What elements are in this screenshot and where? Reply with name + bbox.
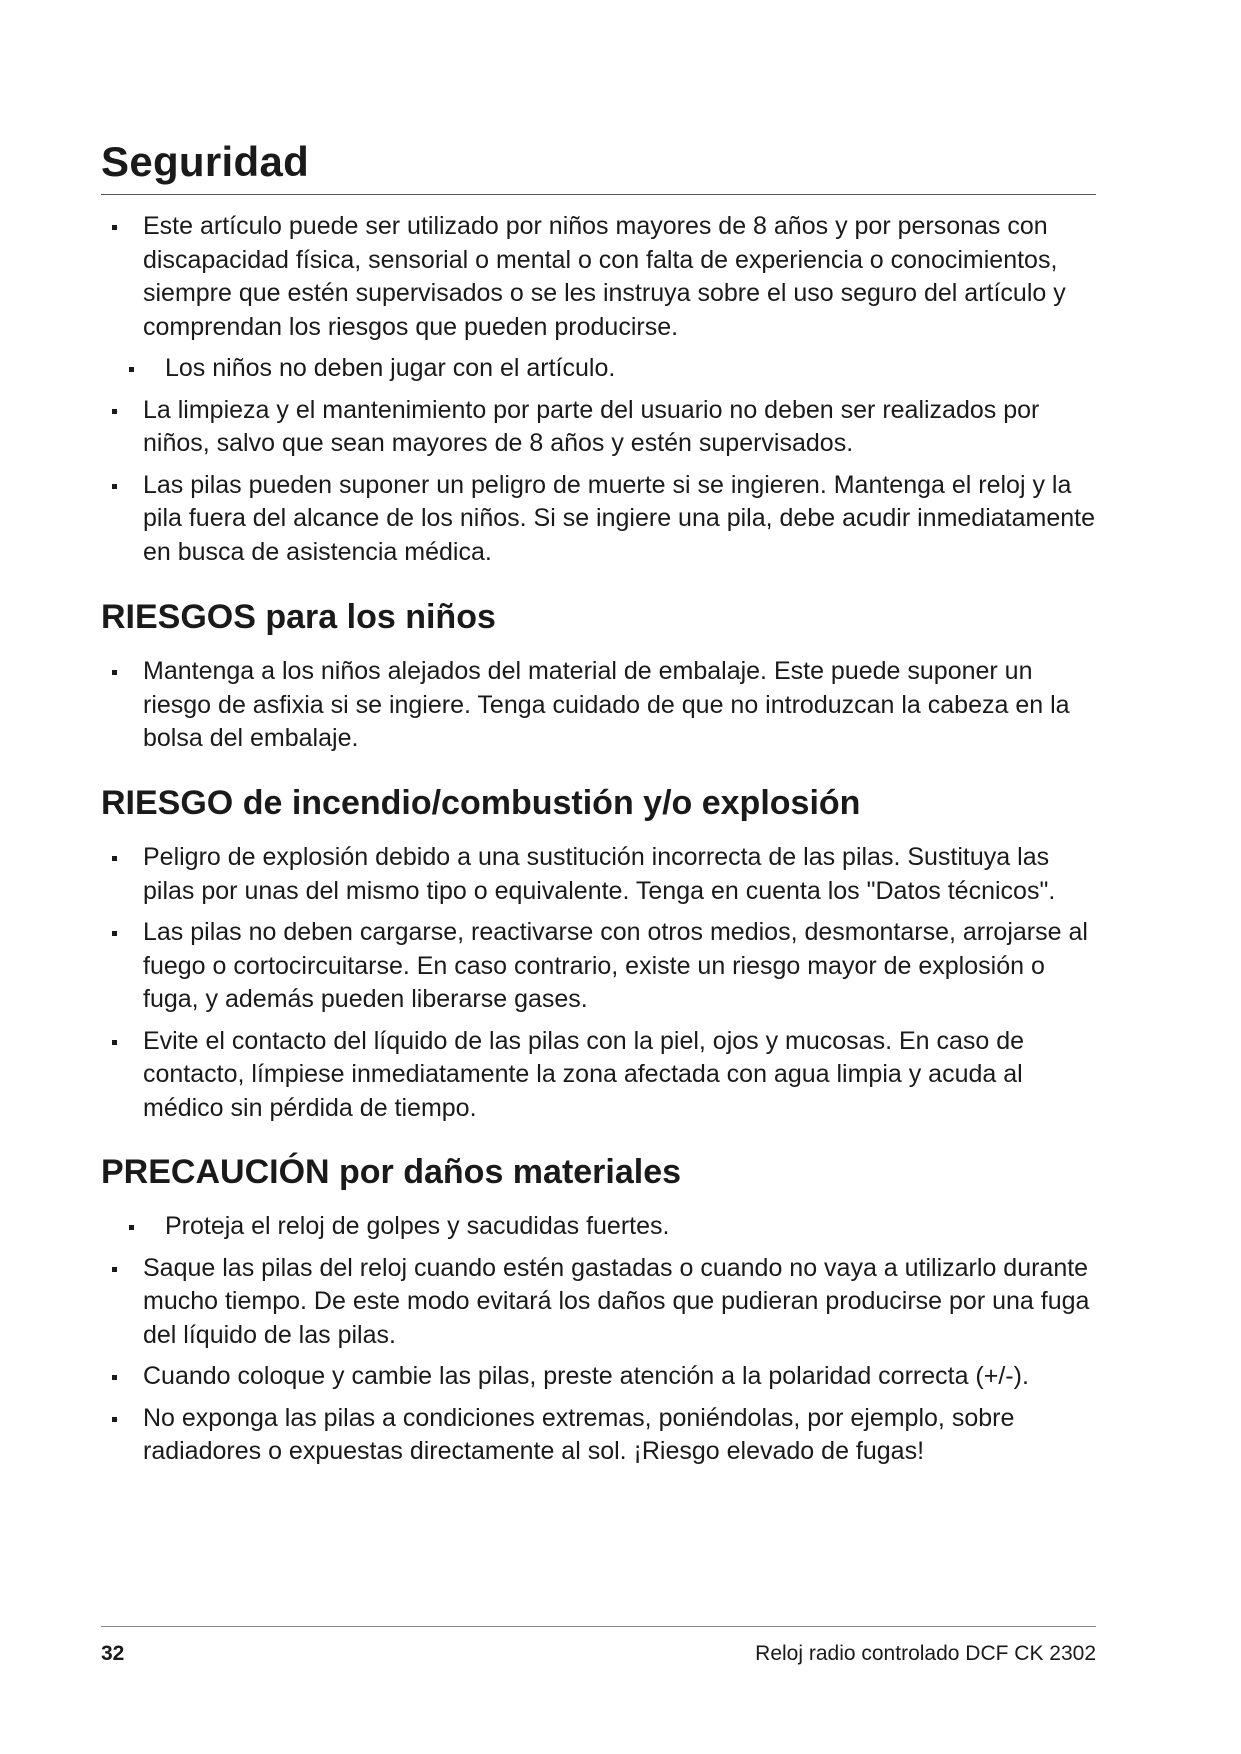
- children-risk-section: [101, 597, 1096, 764]
- bullet-icon: [112, 670, 117, 675]
- section-heading: RIESGO de incendio/combustión y/o explosión: [101, 784, 861, 822]
- list-item: [101, 916, 1096, 1017]
- list-item-text: No exponga las pilas a condiciones extremas, poniéndolas, por ejemplo, sobre radiadores o expuestas directamente al sol. ¡Riesgo elevado de fugas!: [143, 1403, 1015, 1465]
- list-item: [101, 655, 1096, 756]
- manual-page: [101, 0, 1096, 1754]
- section-heading: PRECAUCIÓN por daños materiales: [101, 1153, 682, 1191]
- list-item: [101, 841, 1096, 908]
- list-item-text: Los niños no deben jugar con el artículo.: [165, 354, 616, 382]
- list-item: [101, 469, 1096, 570]
- list-item: [101, 1252, 1096, 1353]
- fire-explosion-risk-section: [101, 783, 1096, 1133]
- children-risk-list: [101, 655, 1096, 756]
- material-damage-section: [101, 1152, 1096, 1477]
- list-item: [101, 1402, 1096, 1469]
- page-title: Seguridad: [101, 138, 310, 185]
- list-item-text: Las pilas no deben cargarse, reactivarse con otros medios, desmontarse, arrojarse al fuego o cortocircuitarse. En caso contrario, existe un riesgo mayor de explosión o fuga, y además pueden liberarse gases.: [143, 918, 1088, 1013]
- footer-divider: [101, 1626, 1096, 1627]
- list-item: [101, 1360, 1096, 1394]
- list-item-text: La limpieza y el mantenimiento por parte del usuario no deben ser realizados por niños, salvo que sean mayores de 8 años y estén supervisados.: [143, 395, 1040, 457]
- bullet-icon: [112, 856, 117, 861]
- list-item-text: Este artículo puede ser utilizado por niños mayores de 8 años y por personas con discapacidad física, sensorial o mental o con falta de experiencia o conocimientos, siempre que estén supervisados o se les instruya sobre el uso seguro del artículo y comprendan los riesgos que pueden producirse.: [143, 212, 1066, 341]
- safety-intro-section: [101, 210, 1096, 577]
- title-divider: [101, 194, 1096, 195]
- list-item: [101, 1210, 1096, 1244]
- material-damage-list: [101, 1210, 1096, 1469]
- bullet-icon: [112, 409, 117, 414]
- list-item: [101, 1025, 1096, 1126]
- bullet-icon: [112, 931, 117, 936]
- bullet-icon: [112, 1267, 117, 1272]
- bullet-icon: [112, 225, 117, 230]
- bullet-icon: [112, 1375, 117, 1380]
- footer-product-title: Reloj radio controlado DCF CK 2302: [755, 1642, 1096, 1665]
- list-item-text: Mantenga a los niños alejados del material de embalaje. Este puede suponer un riesgo de asfixia si se ingiere. Tenga cuidado de que no introduzcan la cabeza en la bolsa del embalaje.: [143, 657, 1070, 752]
- bullet-icon: [129, 367, 134, 372]
- list-item-text: Peligro de explosión debido a una sustitución incorrecta de las pilas. Sustituya las pilas por unas del mismo tipo o equivalente. Tenga en cuenta los "Datos técnicos".: [143, 843, 1056, 905]
- bullet-icon: [112, 1417, 117, 1422]
- fire-explosion-risk-list: [101, 841, 1096, 1125]
- list-item-text: Proteja el reloj de golpes y sacudidas fuertes.: [165, 1212, 670, 1240]
- list-item: [101, 210, 1096, 344]
- list-item-text: Evite el contacto del líquido de las pilas con la piel, ojos y mucosas. En caso de contacto, límpiese inmediatamente la zona afectada con agua limpia y acuda al médico sin pérdida de tiempo.: [143, 1026, 1025, 1122]
- list-item-text: Las pilas pueden suponer un peligro de muerte si se ingieren. Mantenga el reloj y la pila fuera del alcance de los niños. Si se ingiere una pila, debe acudir inmediatamente en busca de asistencia médica.: [143, 470, 1095, 566]
- list-item: [101, 394, 1096, 461]
- list-item: [101, 352, 1096, 386]
- section-heading: RIESGOS para los niños: [101, 598, 496, 636]
- bullet-icon: [129, 1225, 134, 1230]
- list-item-text: Cuando coloque y cambie las pilas, preste atención a la polaridad correcta (+/-).: [143, 1362, 1029, 1390]
- list-item-text: Saque las pilas del reloj cuando estén gastadas o cuando no vaya a utilizarlo durante mucho tiempo. De este modo evitará los daños que pudieran producirse por una fuga del líquido de las pilas.: [143, 1253, 1090, 1349]
- bullet-icon: [112, 484, 117, 489]
- safety-intro-list: [101, 210, 1096, 569]
- bullet-icon: [112, 1040, 117, 1045]
- page-number: 32: [101, 1642, 125, 1665]
